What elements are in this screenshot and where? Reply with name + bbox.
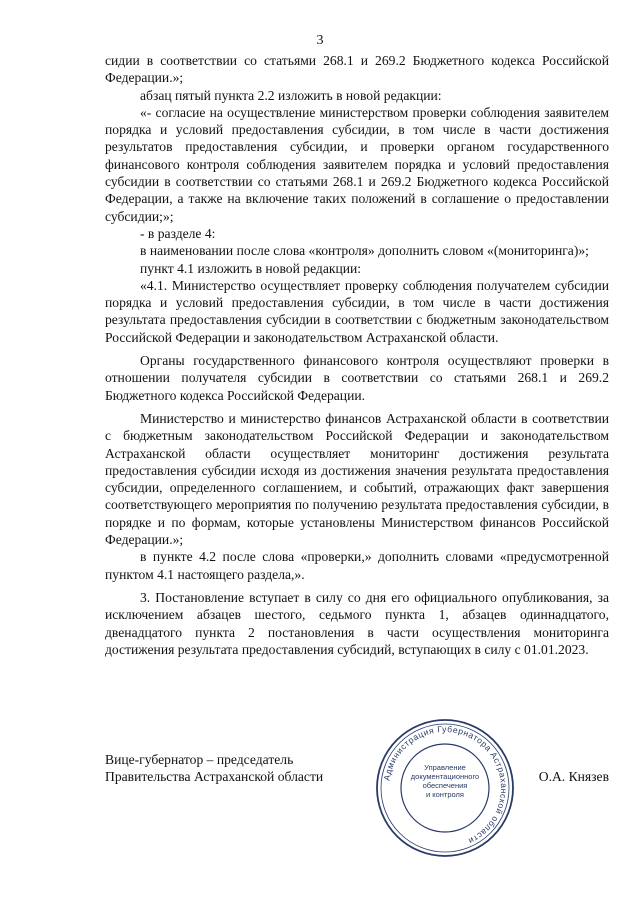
paragraph: - в разделе 4: (140, 225, 216, 241)
stamp-center-line: обеспечения (422, 781, 468, 790)
paragraph: пункт 4.1 изложить в новой редакции: (140, 260, 362, 276)
paragraph: «- согласие на осуществление министерством проверки соблюдения заявителем порядка и условий предоставления субсидии, в том числе в части достижения результатов предоставления субсидии, и проверки органом государственного финансового контроля соблюдения заявителем порядка и условий предоставления субсидии в соответствии со статьями 268.1 и 269.2 Бюджетного кодекса Российской Федерации, а также на включение таких положений в соглашение о предоставлении субсидии;»; (105, 104, 609, 224)
paragraph: в пункте 4.2 после слова «проверки,» дополнить словами «предусмотренной пунктом 4.1 настоящего раздела,». (105, 549, 609, 582)
signatory-title (105, 751, 385, 786)
signature-block (105, 723, 609, 853)
stamp-center-text (405, 763, 485, 799)
official-stamp (370, 713, 520, 863)
paragraph: Органы государственного финансового контроля осуществляют проверки в отношении получателя субсидии в соответствии со статьями 268.1 и 269.2 Бюджетного кодекса Российской Федерации. (105, 353, 609, 403)
stamp-center-line: Управление (424, 763, 466, 772)
paragraph: «4.1. Министерство осуществляет проверку соблюдения получателем субсидии порядка и условий предоставления субсидии, в том числе в части достижения результата предоставления субсидии в соответствии с бюджетным законодательством Российской Федерации и законодательством Астраханской области. (105, 277, 609, 345)
paragraph-continuation: сидии в соответствии со статьями 268.1 и 269.2 Бюджетного кодекса Российской Федерации.»; (105, 53, 609, 86)
signatory-title-line: Вице-губернатор – председатель (105, 752, 294, 767)
paragraph: абзац пятый пункта 2.2 изложить в новой редакции: (140, 87, 442, 103)
page-number: 3 (316, 33, 324, 48)
stamp-center-line: и контроля (425, 790, 464, 799)
signatory-name: О.А. Князев (538, 769, 609, 784)
signatory-title-line: Правительства Астраханской области (105, 769, 324, 785)
stamp-ring-text: Администрация Губернатора Астраханской области (381, 723, 510, 847)
document-body (105, 52, 609, 658)
paragraph: Министерство и министерство финансов Астраханской области в соответствии с бюджетным законодательством Российской Федерации и законодательством Астраханской области осуществляет мониторинг достижения результата предоставления субсидии исходя из достижения значения результата предоставления субсидии, определенного соглашением, и событий, отражающих факт завершения соответствующего мероприятия по получению результата предоставления субсидии, в порядке и по формам, которые установлены Министерством финансов Российской Федерации.»; (105, 410, 609, 548)
paragraph: в наименовании после слова «контроля» дополнить словом «(мониторинга)»; (140, 243, 589, 259)
paragraph: 3. Постановление вступает в силу со дня его официального опубликования, за исключением абзацев шестого, седьмого пункта 1, абзацев одиннадцатого, двенадцатого пункта 2 постановления в части осуществления мониторинга достижения результата предоставления субсидий, вступающих в силу с 01.01.2023. (105, 589, 609, 657)
stamp-center-line: документационного (410, 772, 480, 781)
